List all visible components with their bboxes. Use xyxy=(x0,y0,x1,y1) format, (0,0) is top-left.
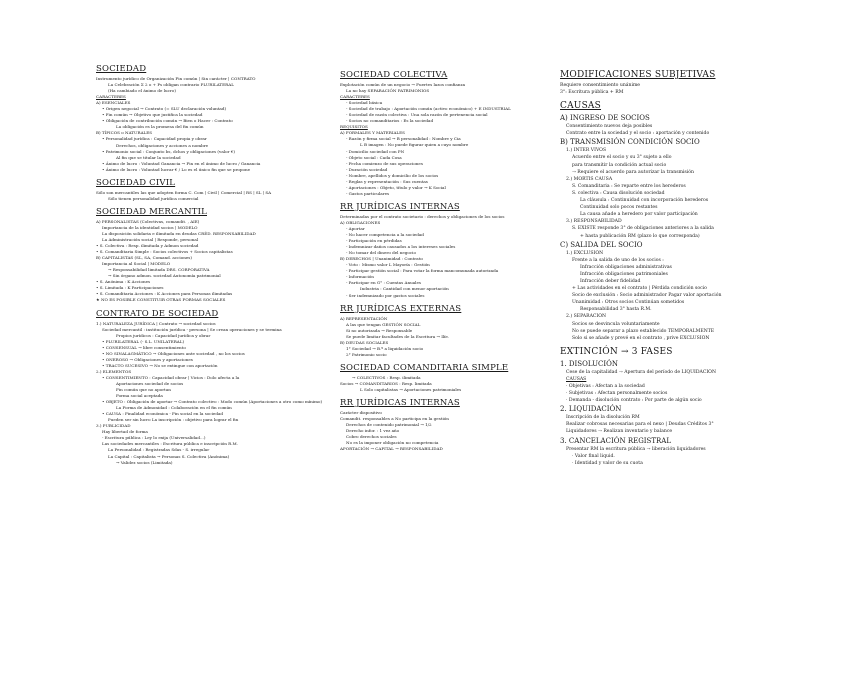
note-line: Derechos de contenido patrimonial → 1/2 xyxy=(346,422,432,428)
note-line: - Razón y firma social → B personalidad : Nombre y Cia xyxy=(346,136,461,142)
section-title: CAUSAS xyxy=(560,101,602,112)
note-line: · Demanda - disolución contrato : Por parte de algún socio xyxy=(566,398,702,404)
note-line: 3.) PUBLICIDAD xyxy=(96,423,131,429)
note-line: • S. Colectiva : Resp. ilimitada y Admon sociedad xyxy=(96,243,199,249)
note-line: Sólo tienen personalidad jurídica comercial xyxy=(108,195,199,201)
note-line: Derechos, obligaciones y acciones a nombre xyxy=(116,142,209,148)
note-line: - Reglas y representación : Sus cuentas xyxy=(346,178,428,184)
note-line: Requiere consentimiento unánime xyxy=(560,83,641,88)
note-line: • Patrimonio social : Conjunto bs, dchos y obligaciones (valor €) xyxy=(102,148,236,154)
note-line: ★ NO ES POSIBLE CONSTITUIR OTRAS FORMAS SOCIALES xyxy=(96,297,226,303)
note-line: Derecho infor. : 1 vez año xyxy=(346,428,400,434)
note-line: • S. Limitada : K Participaciones xyxy=(96,285,164,291)
note-line: C) SALIDA DEL SOCIO xyxy=(560,240,643,249)
note-line: - No tomar del dinero del negocio xyxy=(346,250,416,256)
section-title: SOCIEDAD xyxy=(96,64,147,74)
notes-section xyxy=(96,207,346,304)
note-line: A) ESENCIALES xyxy=(96,100,131,106)
note-line: Sólo son mercantiles las que adopten forma C. Com | Civil | Comercial | RS | SL | SA xyxy=(96,189,272,195)
note-line: Se puede limitar facultades de la Escritura → Ilíe. xyxy=(346,333,450,339)
subheading: CAUSAS xyxy=(566,376,587,382)
subheading: CARACTERES xyxy=(340,94,370,100)
column-middle xyxy=(340,70,550,457)
note-line: S. colectiva : Causa disolución sociedad xyxy=(572,190,665,196)
note-line: - Duración sociedad xyxy=(346,166,388,172)
note-line: S. Comanditaria : Se reparte entre los herederos xyxy=(572,183,686,189)
notes-section xyxy=(96,64,346,173)
subheading: REQUISITOS xyxy=(340,124,368,130)
note-line: Solo si se añade y prevé en el contrato , prive EXCLUSIÓN xyxy=(572,335,710,341)
notes-section xyxy=(560,101,800,342)
note-line: Acuerdo entre el socio y su 3° sujeto a ello xyxy=(572,155,672,161)
note-line: La disposición solidaria e ilimitada en deudas CRÉD. RESPONSABILIDAD xyxy=(102,230,256,236)
note-line: - Participar gestión social : Para votar la forma mancomunada autorizada xyxy=(346,268,499,274)
subheading: CARACTERES xyxy=(96,94,126,100)
note-line: Si no autorizada → Responsable xyxy=(346,327,413,333)
note-line: • CONSENSUAL → libre consentimiento xyxy=(102,344,186,350)
note-line: 1.) EXCLUSIÓN xyxy=(566,250,604,256)
note-line: La Administración social | Responde, personal xyxy=(102,236,199,242)
note-line: - Socios no comanditarios : Es la sociedad xyxy=(346,118,434,124)
note-line: 1.) NATURALEZA JURÍDICA | Contrato → sociedad socios xyxy=(96,320,216,326)
note-line: Infracción obligaciones patrimoniales xyxy=(580,271,668,277)
note-line: - Sociedad de razón colectiva : Una sola razón de pertenencia social xyxy=(346,112,488,118)
note-line: Responsabilidad 3° hasta R.M. xyxy=(580,307,652,313)
note-line: • ONEROSO → Obligaciones y aportaciones xyxy=(102,356,193,362)
note-line: Inscripción de la disolución RM xyxy=(566,415,640,421)
note-line: - Aportaciones : Objeto, título y valor → K Social xyxy=(346,184,446,190)
note-line: • S. Anónima : K Acciones xyxy=(96,279,151,285)
note-line: Carácter dispositivo xyxy=(340,410,382,416)
note-line: • TRACTO SUCESIVO → No se extingue con aportación xyxy=(102,362,218,368)
note-line: A) INGRESO DE SOCIOS xyxy=(560,114,650,123)
note-line: Cese de la capitalidad → Apertura del período de LIQUIDACIÓN xyxy=(566,369,716,375)
section-title: CONTRATO DE SOCIEDAD xyxy=(96,308,219,319)
note-line: Importancia al Social | MODELO xyxy=(102,261,171,267)
note-line: • Fin común → Objetivo que justifica la sociedad xyxy=(102,112,203,118)
note-line: 2.) ELEMENTOS xyxy=(96,368,132,374)
note-line: - Escritura pública : Ley lo exija (Universalidad...) xyxy=(102,435,206,441)
note-line: Determinadas por el contrato societario : derechos y obligaciones de los socios xyxy=(340,213,505,219)
note-line: Liquidadores → Realizan inventario y balance xyxy=(566,429,673,435)
note-line: + Las actividades en el contrato | Pérdida condición socio xyxy=(572,286,707,292)
note-line: Industria : Cantidad con menor aportación xyxy=(360,286,449,292)
note-line: • Personalidad jurídica : Capacidad propia y obrar xyxy=(102,136,207,142)
note-line: → COLECTIVOS : Resp. ilimitada xyxy=(352,374,421,380)
note-line: - Nombre, apellidos y domicilio de los socios xyxy=(346,172,439,178)
section-title: EXTINCIÓN → 3 FASES xyxy=(560,346,673,357)
note-line: La causa añade a heredero por valor participación xyxy=(580,212,698,218)
notes-section xyxy=(96,178,346,202)
note-line: • Ánimo de lucro : Voluntad lucrar € / Lo es el único fin que se propone xyxy=(102,166,251,172)
note-line: - Domicilio sociedad con PN xyxy=(346,148,405,154)
note-line: 2.) MORTIS CAUSA xyxy=(566,176,613,182)
note-line: • S. Comanditaria Acciones : K Acciones para Personas ilimitadas xyxy=(96,291,233,297)
note-line: La Forma de Admonidad : Colaboración en el fin común xyxy=(116,405,232,411)
note-line: Importancia de la identidad socios | MODELO xyxy=(102,224,198,230)
note-line: • PLURILATERAL (- S.L. UNILATERAL) xyxy=(102,338,185,344)
note-line: L B imagen : No puede figurar quien a cuyo nombre xyxy=(360,142,469,148)
note-line: - Participar en G° : Cuentas Anuales xyxy=(346,280,422,286)
note-line: - No hacer competencia a la sociedad xyxy=(346,232,424,238)
note-line: 2. LIQUIDACIÓN xyxy=(560,405,622,414)
note-line: → Requiere el acuerdo para autorizar la transmisión xyxy=(572,169,694,175)
note-line: · Objetivas : Afectan a la sociedad xyxy=(566,384,645,389)
note-line: • Obligación de contribución común → Bien o Hacer : Contrato xyxy=(102,118,233,124)
note-line: (Ha cambiado el ánimo de lucro) xyxy=(108,88,176,94)
note-line: Socios se desvincula voluntariamente xyxy=(572,321,660,327)
note-line: Infracción obligaciones administrativas xyxy=(580,264,672,270)
note-line: Fin común que no aportan xyxy=(116,387,171,393)
note-line: - Voto : Mismo valor L Mayoría : Gestión xyxy=(346,262,430,268)
section-title: SOCIEDAD COLECTIVA xyxy=(340,70,448,80)
note-line: 2.) SEPARACIÓN xyxy=(566,314,607,320)
section-title: MODIFICACIONES SUBJETIVAS xyxy=(560,70,716,80)
note-line: No se puede separar a plazo establecido TEMPORALMENTE xyxy=(572,328,715,334)
note-line: Frente a la salida de uno de los socios : xyxy=(572,257,664,263)
note-line: • OBJETO : Obligación de aportar → Contrato colectivo : Modo común (Aportaciones a otro como mínimo) xyxy=(102,399,323,405)
note-line: • CONSENTIMIENTO : Capacidad obrar | Vicios : Dolo afecta a la xyxy=(102,374,240,380)
note-line: Forma social aceptada xyxy=(116,393,163,399)
note-line: 1. DISOLUCIÓN xyxy=(560,359,618,368)
note-line: 3. CANCELACIÓN REGISTRAL xyxy=(560,436,671,445)
note-line: A) OBLIGACIONES xyxy=(340,219,381,225)
note-line: + hasta publicación RM (plazo lo que corresponda) xyxy=(580,233,700,239)
note-line: Infracción deber fidelidad xyxy=(580,278,641,284)
note-line: B) TRANSMISIÓN CONDICIÓN SOCIO xyxy=(560,138,700,147)
note-line: 3.) RESPONSABILIDAD xyxy=(566,219,622,225)
notes-section xyxy=(96,309,346,466)
column-right xyxy=(560,70,800,472)
note-line: Propios jurídicos : Capacidad jurídica y obrar xyxy=(116,332,211,338)
note-line: Sociedad mercantil : institución jurídica - persona | Se crean operaciones y se termina xyxy=(102,326,282,332)
note-line: Las sociedades mercantiles : Escritura pública e inscripción R.M. xyxy=(102,441,239,447)
notes-section xyxy=(340,202,550,299)
note-line: Unanimidad : Otros socios Continúan sometidos xyxy=(572,300,685,306)
note-line: - Aportar xyxy=(346,225,365,231)
note-line: La Capital : Capitalista → Personas S. Colectiva (Anónima) xyxy=(108,453,230,459)
note-line: → Validez socios (Limitada) xyxy=(116,459,173,465)
note-line: B) TÍPICOS o NATURALES xyxy=(96,130,153,136)
note-line: No es la imponer obligación no competencia xyxy=(346,440,439,446)
note-line: 1° Sociedad → B.º a liquidación socio xyxy=(346,345,424,351)
note-line: A las que tengan GESTIÓN SOCIAL xyxy=(346,321,421,327)
note-line: Cobro derechos sociales xyxy=(346,434,397,440)
note-line: - Sociedad básica xyxy=(346,100,383,106)
note-line: - Ser indemnizado por gastos sociales xyxy=(346,292,425,298)
section-title: RR JURÍDICAS INTERNAS xyxy=(340,398,460,409)
note-line: Pueden ser sin lucro La inscripción : objetivo para lograr el fin xyxy=(108,417,239,423)
section-title: SOCIEDAD CIVIL xyxy=(96,177,176,188)
note-line: • S. Comanditaria Simple : Socios colectivos + Socios capitalistas xyxy=(96,249,233,255)
note-line: • Ánimo de lucro : Voluntad Ganancia → Fin en el ánimo de lucro / Ganancia xyxy=(102,160,261,166)
note-line: B) DERECHOS | Unanimidad : Contrato xyxy=(340,256,423,262)
note-line: · Valor final liquid. xyxy=(572,453,615,459)
note-line: → Sin órgano admon. sociedad Autonomía patrimonial xyxy=(108,273,221,279)
note-line: Presentar RM la escritura pública → liberación liquidadores xyxy=(566,446,706,452)
note-line: La obligación es la promesa del fin común xyxy=(116,124,204,130)
note-line: L Solo capitalistas → Aportaciones patrimoniales xyxy=(360,386,462,392)
note-line: Socios → COMANDITARIOS : Resp. limitada xyxy=(340,380,432,386)
note-line: - Indemnizar daños causados a los intereses sociales xyxy=(346,244,456,250)
section-title: SOCIEDAD MERCANTIL xyxy=(96,206,207,217)
note-line: 2° Patrimonio socio xyxy=(346,351,387,357)
notes-section xyxy=(560,70,800,96)
note-line: para transmitir la condición actual socio xyxy=(572,162,667,168)
note-line: - Información xyxy=(346,274,374,280)
note-line: - Sociedad de trabajo : Aportación común (activo económico) + E INDUSTRIAL xyxy=(346,106,511,112)
note-line: 1.) INTER VIVOS xyxy=(566,148,607,154)
note-line: Socio de exclusión : Socio administrador Pagar valor aportación xyxy=(572,293,722,299)
note-line: La Celebración Σ 2 o + Ps obligan contrario PLURILATERAL xyxy=(108,82,234,88)
note-line: Comandit. responsables a No participa en la gestión xyxy=(340,416,449,422)
note-line: La Personalidad : Registradas Sdas - S. irregular xyxy=(108,447,210,453)
note-line: · Identidad y valor de su cuota xyxy=(572,460,643,466)
note-line: - Participación en pérdidas xyxy=(346,238,402,244)
note-line: → Responsabilidad limitada DRS. CORPORATIVA xyxy=(108,267,210,273)
note-line: 3°: Escritura pública + RM xyxy=(560,90,624,96)
note-line: Hay libertad de forma xyxy=(102,429,148,435)
notes-section xyxy=(340,363,550,393)
notes-section xyxy=(340,70,550,197)
note-line: • Origen negocial → Contrato (= SLU declaración voluntad) xyxy=(102,106,227,112)
notes-section xyxy=(560,347,800,467)
note-line: B) CAPITALISTAS (SL, SA, Comand. acciones) xyxy=(96,255,192,261)
section-title: RR JURÍDICAS EXTERNAS xyxy=(340,303,462,314)
note-line: Aportaciones sociedad de socios xyxy=(116,380,184,386)
note-line: A) FORMALES Y MATERIALES xyxy=(340,130,405,136)
note-line: La cláusula : Continuidad con incorporación herederos xyxy=(580,198,709,204)
note-line: - Fecha comienzo de sus operaciones xyxy=(346,160,423,166)
note-line: • CAUSA : Finalidad económica - Fin social en la sociedad xyxy=(102,411,224,417)
note-line: Contrato entre la sociedad y el socio : aportación y contenido xyxy=(566,131,710,137)
note-line: A) REPRESENTACIÓN xyxy=(340,315,388,321)
note-line: Realizar cobrosas necesarias para el nexo | Deudas Créditos 3° xyxy=(566,422,714,428)
note-line: La no hay SEPARACIÓN PATRIMONIOS xyxy=(346,88,430,94)
note-line: Instrumento jurídico de Organización Fin común | Sin carácter | CONTRATO xyxy=(96,76,256,81)
note-line: - Gastos particulares xyxy=(346,190,390,196)
notes-section xyxy=(340,304,550,358)
note-line: • NO SINALAGMÁTICO → Obligaciones ante sociedad , no los socios xyxy=(102,350,245,356)
note-line: B) DEUDAS SOCIALES xyxy=(340,339,389,345)
column-left xyxy=(96,64,346,471)
section-title: RR JURÍDICAS INTERNAS xyxy=(340,201,460,212)
note-line: - Objeto social : Cada Cosa xyxy=(346,154,402,160)
note-line: Al fin que se titular la sociedad xyxy=(116,154,181,160)
note-line: S. EXISTE responde 3° de obligaciones anteriores a la salida xyxy=(572,226,714,232)
note-line: Explotación común de un negocio → Fuertes lazos confianza xyxy=(340,82,466,87)
note-line: · Subjetivas : Afectan personalmente socios xyxy=(566,391,668,397)
section-title: SOCIEDAD COMANDITARIA SIMPLE xyxy=(340,362,509,373)
note-line: Consentimiento nuevos deja posibles xyxy=(566,124,653,130)
note-line: Continuidad solo pocos restantes xyxy=(580,205,658,211)
notes-section xyxy=(340,398,550,452)
note-line: APORTACIÓN → CAPITAL → RESPONSABILIDAD xyxy=(340,446,443,452)
note-line: A) PERSONALISTAS (Colectivas, comandit. , AIE) xyxy=(96,218,200,224)
